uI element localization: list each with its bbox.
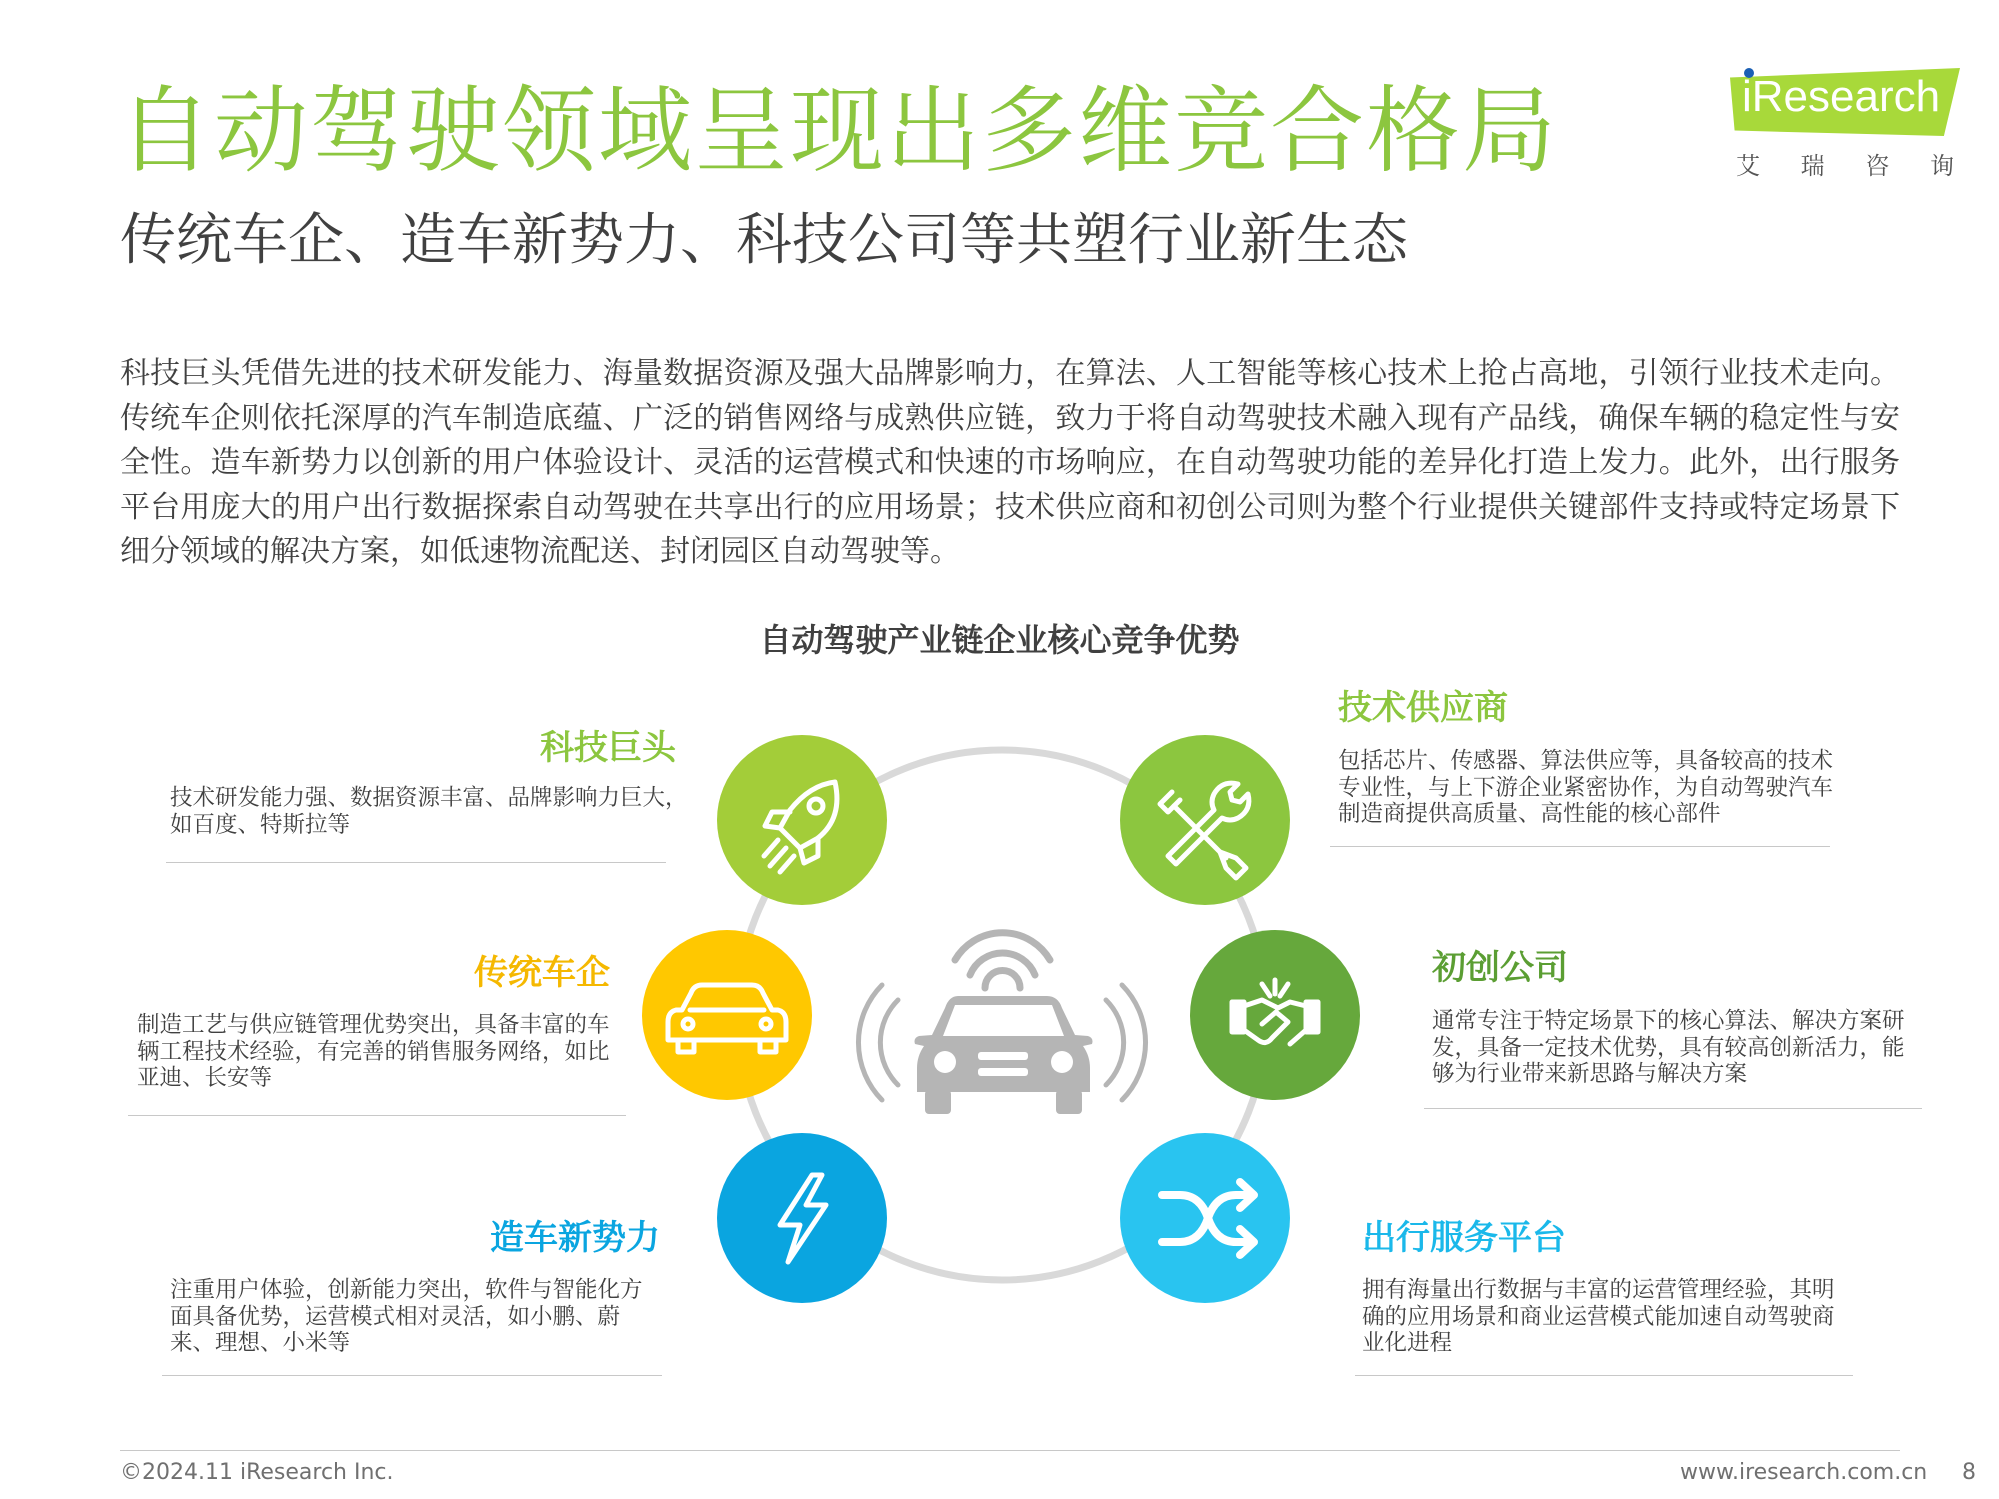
autonomous-car-icon [858,933,1145,1114]
footer-website: www.iresearch.com.cn [1680,1460,1928,1485]
new-forces-circle [717,1133,887,1303]
divider-tech-suppliers [1330,846,1830,847]
startups-circle [1190,930,1360,1100]
node-title-tech-suppliers: 技术供应商 [1338,688,1508,728]
tech-giants-circle [717,735,887,905]
divider-traditional-oem [128,1115,626,1116]
node-desc-tech-giants: 技术研发能力强、数据资源丰富、品牌影响力巨大，如百度、特斯拉等 [170,785,688,838]
page-title: 自动驾驶领域呈现出多维竞合格局 [118,77,1559,186]
page-number: 8 [1962,1460,1976,1485]
node-title-mobility-platforms: 出行服务平台 [1362,1218,1566,1258]
footer-divider [120,1450,1900,1451]
divider-startups [1424,1108,1922,1109]
diagram-title: 自动驾驶产业链企业核心竞争优势 [759,621,1240,659]
car-icon [668,985,786,1052]
logo-cn-char: 咨 [1865,152,1890,180]
node-desc-startups: 通常专注于特定场景下的核心算法、解决方案研发，具备一定技术优势，具有较高创新活力，能够为行业带来新思路与解决方案 [1432,1008,1905,1087]
node-title-startups: 初创公司 [1432,948,1568,988]
node-title-new-forces: 造车新势力 [490,1218,660,1258]
logo-cn-char: 艾 [1736,152,1760,180]
handshake-icon [1232,980,1318,1044]
divider-mobility-platforms [1355,1375,1853,1376]
page-subtitle: 传统车企、造车新势力、科技公司等共塑行业新生态 [120,208,1408,273]
lightning-icon [780,1175,826,1262]
node-title-traditional-oem: 传统车企 [474,953,610,993]
tech-suppliers-circle [1120,735,1290,905]
divider-new-forces [162,1375,662,1376]
logo-brand-text: iResearch [1742,72,1941,121]
node-desc-tech-suppliers: 包括芯片、传感器、算法供应等，具备较高的技术专业性，与上下游企业紧密协作，为自动驾驶汽车制造商提供高质量、高性能的核心部件 [1338,748,1834,827]
intro-paragraph: 科技巨头凭借先进的技术研发能力、海量数据资源及强大品牌影响力，在算法、人工智能等核心技术上抢占高地，引领行业技术走向。传统车企则依托深厚的汽车制造底蕴、广泛的销售网络与成熟供应链，致力于将自动驾驶技术融入现有产品线，确保车辆的稳定性与安全性。造车新势力以创新的用户体验设计、灵活的运营模式和快速的市场响应，在自动驾驶功能的差异化打造上发力。此外，出行服务平台用庞大的用户出行数据探索自动驾驶在共享出行的应用场景；技术供应商和初创公司则为整个行业提供关键部件支持或特定场景下细分领域的解决方案，如低速物流配送、封闭园区自动驾驶等。 [120,356,1900,569]
logo-cn-char: 瑞 [1800,152,1825,180]
node-desc-mobility-platforms: 拥有海量出行数据与丰富的运营管理经验，其明确的应用场景和商业运营模式能加速自动驾驶商业化进程 [1362,1277,1835,1356]
rocket-icon [764,782,837,872]
iresearch-logo [1730,62,1960,182]
mobility-platforms-circle [1120,1133,1290,1303]
traditional-oem-circle [642,930,812,1100]
node-desc-new-forces: 注重用户体验，创新能力突出，软件与智能化方面具备优势，运营模式相对灵活，如小鹏、蔚来、理想、小米等 [170,1277,643,1356]
divider-tech-giants [166,862,666,863]
tools-icon [1160,783,1249,878]
shuffle-icon [1162,1182,1254,1255]
logo-cn-text [1730,146,1960,181]
node-title-tech-giants: 科技巨头 [540,728,676,768]
logo-cn-char: 询 [1929,152,1954,180]
node-desc-traditional-oem: 制造工艺与供应链管理优势突出，具备丰富的车辆工程技术经验，有完善的销售服务网络，如比亚迪、长安等 [137,1012,610,1091]
footer-copyright: ©2024.11 iResearch Inc. [120,1460,394,1485]
connecting-ring [737,750,1267,1280]
